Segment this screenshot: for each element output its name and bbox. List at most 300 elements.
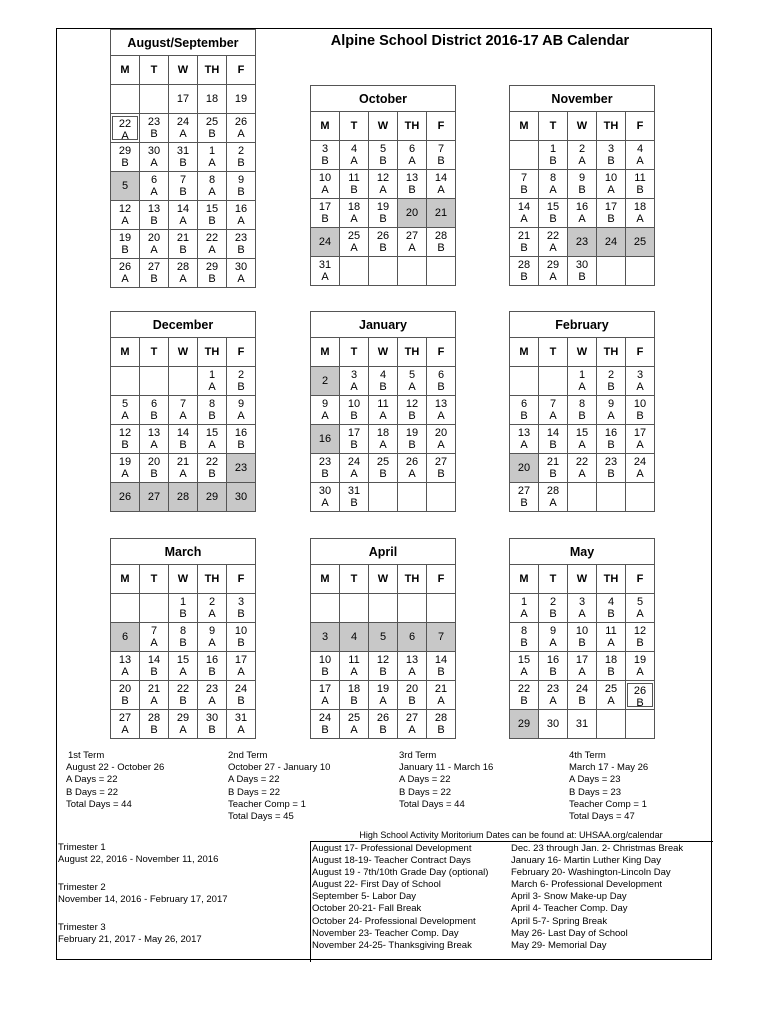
day-cell: 18 B (597, 652, 626, 681)
term-title: 2nd Term (228, 750, 268, 761)
day-cell: 16 A (568, 199, 597, 228)
week-row (311, 141, 456, 170)
key-note: High School Activity Moritorium Dates can be found at: UHSAA.org/calendar (359, 830, 663, 840)
term-line: January 11 - March 16 (399, 762, 494, 774)
month-title: November (509, 85, 655, 111)
week-row (111, 594, 256, 623)
term-line: March 17 - May 26 (569, 762, 649, 774)
month-october (310, 85, 456, 286)
day-cell: 17 A (227, 652, 256, 681)
week-row (510, 425, 655, 454)
day-cell: 12 A (111, 201, 140, 230)
week-row (111, 623, 256, 652)
day-cell: 25 A (340, 710, 369, 739)
weekday-header: T (140, 565, 169, 594)
term-line: August 22 - October 26 (66, 762, 165, 774)
week-row (311, 367, 456, 396)
week-row (311, 652, 456, 681)
trimester-dates: February 21, 2017 - May 26, 2017 (58, 934, 202, 946)
day-cell: 3 B (597, 141, 626, 170)
weekday-header: F (227, 338, 256, 367)
day-cell: 9 A (227, 396, 256, 425)
day-cell: 17 B (597, 199, 626, 228)
term-title: 3rd Term (399, 750, 437, 761)
term-block (399, 750, 493, 811)
trimester-title: Trimester 3 (58, 922, 106, 933)
day-cell: 31 (568, 710, 597, 739)
term-line: B Days = 22 (66, 786, 119, 798)
week-row (111, 483, 256, 512)
day-cell: 15 A (510, 652, 539, 681)
day-cell: 17 B (311, 199, 340, 228)
week-row (510, 652, 655, 681)
day-cell: 7 A (140, 623, 169, 652)
day-cell: 9 A (198, 623, 227, 652)
day-cell: 12 A (369, 170, 398, 199)
day-cell: 10 B (568, 623, 597, 652)
day-cell: 31 B (169, 143, 198, 172)
day-cell: 5 A (111, 396, 140, 425)
week-row (311, 396, 456, 425)
term-line: Teacher Comp = 1 (228, 798, 306, 810)
day-cell: 5 B (369, 141, 398, 170)
weekday-header: M (311, 112, 340, 141)
week-row (111, 454, 256, 483)
day-cell: 27 (140, 483, 169, 512)
day-cell: 2 A (568, 141, 597, 170)
day-cell: 6 B (510, 396, 539, 425)
day-cell: 8 B (510, 623, 539, 652)
week-row (510, 367, 655, 396)
weekday-header: TH (198, 338, 227, 367)
empty-cell (398, 594, 427, 623)
key-item: August 22- First Day of School (312, 879, 441, 891)
month-december (110, 311, 256, 512)
day-cell: 9 A (311, 396, 340, 425)
empty-cell (427, 594, 456, 623)
day-cell: 12 B (398, 396, 427, 425)
weekday-header: T (539, 565, 568, 594)
month-november (509, 85, 655, 286)
day-cell: 14 B (169, 425, 198, 454)
week-row (510, 141, 655, 170)
week-row (311, 425, 456, 454)
empty-cell (369, 483, 398, 512)
empty-cell (398, 257, 427, 286)
day-cell: 8 A (539, 170, 568, 199)
day-cell: 19 B (111, 230, 140, 259)
day-cell: 20 (510, 454, 539, 483)
day-cell: 11 A (597, 623, 626, 652)
day-cell: 1 B (169, 594, 198, 623)
day-cell: 13 B (398, 170, 427, 199)
weekday-header: F (227, 565, 256, 594)
week-row (111, 201, 256, 230)
weekday-header: W (568, 338, 597, 367)
day-cell: 8 B (568, 396, 597, 425)
day-cell: 7 B (510, 170, 539, 199)
day-cell: 11 B (340, 170, 369, 199)
empty-cell (369, 257, 398, 286)
day-cell: 28 A (539, 483, 568, 512)
week-row (311, 228, 456, 257)
day-cell: 24 A (340, 454, 369, 483)
weekday-header: TH (198, 565, 227, 594)
day-cell: 5 (369, 623, 398, 652)
day-cell: 19 A (369, 681, 398, 710)
day-cell: 7 A (169, 396, 198, 425)
day-cell: 23 A (198, 681, 227, 710)
day-cell: 27 B (427, 454, 456, 483)
weekday-header: TH (597, 565, 626, 594)
weekday-header: W (169, 338, 198, 367)
day-cell: 6 B (427, 367, 456, 396)
day-cell: 19 (227, 85, 256, 114)
week-row (111, 172, 256, 201)
term-block (228, 750, 330, 823)
day-cell: 24 (597, 228, 626, 257)
empty-cell (111, 85, 140, 114)
week-row (311, 454, 456, 483)
month-february (509, 311, 655, 512)
week-row (510, 199, 655, 228)
weekday-header: W (169, 565, 198, 594)
day-cell: 15 A (169, 652, 198, 681)
day-cell: 2 B (597, 367, 626, 396)
day-cell: 28 B (510, 257, 539, 286)
day-cell: 22 B (510, 681, 539, 710)
day-cell: 1 A (568, 367, 597, 396)
day-cell: 30 (227, 483, 256, 512)
weekday-header: W (169, 56, 198, 85)
term-title: 1st Term (68, 750, 105, 761)
day-cell: 29 B (111, 143, 140, 172)
weekday-header: F (626, 112, 655, 141)
day-cell: 15 A (568, 425, 597, 454)
day-cell: 24 B (227, 681, 256, 710)
month-grid (110, 564, 256, 739)
day-cell: 21 A (140, 681, 169, 710)
month-may (509, 538, 655, 739)
day-cell: 16 B (198, 652, 227, 681)
day-cell: 18 B (340, 681, 369, 710)
day-cell: 9 B (227, 172, 256, 201)
empty-cell (510, 367, 539, 396)
term-title: 4th Term (569, 750, 606, 761)
day-cell: 22 B (198, 454, 227, 483)
empty-cell (626, 257, 655, 286)
weekday-header: TH (597, 338, 626, 367)
trimester-block (58, 922, 202, 946)
key-item: October 24- Professional Development (312, 915, 476, 927)
day-cell: 8 A (198, 172, 227, 201)
day-cell: 26 A (111, 259, 140, 288)
day-cell: 18 A (340, 199, 369, 228)
day-cell: 21 (427, 199, 456, 228)
trimester-title: Trimester 2 (58, 882, 106, 893)
day-cell: 23 B (311, 454, 340, 483)
term-line: A Days = 22 (228, 774, 280, 786)
day-cell: 30 A (227, 259, 256, 288)
week-row (111, 396, 256, 425)
term-line: B Days = 22 (228, 786, 281, 798)
day-cell: 14 B (539, 425, 568, 454)
day-cell: 4 B (597, 594, 626, 623)
day-cell: 19 A (626, 652, 655, 681)
day-cell: 6 (398, 623, 427, 652)
empty-cell (568, 483, 597, 512)
day-cell: 23 (227, 454, 256, 483)
day-cell: 3 A (340, 367, 369, 396)
day-cell: 27 B (140, 259, 169, 288)
weekday-header: M (111, 338, 140, 367)
week-row (510, 710, 655, 739)
month-grid (509, 337, 655, 512)
day-cell: 26 (111, 483, 140, 512)
month-title: February (509, 311, 655, 337)
day-cell: 17 A (568, 652, 597, 681)
empty-cell (597, 257, 626, 286)
empty-cell (626, 710, 655, 739)
week-row (111, 681, 256, 710)
term-line: B Days = 23 (569, 786, 622, 798)
day-cell: 20 B (111, 681, 140, 710)
month-title: December (110, 311, 256, 337)
day-cell: 14 B (427, 652, 456, 681)
term-line: Total Days = 47 (569, 811, 635, 823)
day-cell: 1 A (510, 594, 539, 623)
week-row (111, 652, 256, 681)
week-row (311, 483, 456, 512)
day-cell: 20 B (140, 454, 169, 483)
day-cell: 20 A (427, 425, 456, 454)
week-row (510, 396, 655, 425)
day-cell: 22 A (539, 228, 568, 257)
day-cell: 4 A (626, 141, 655, 170)
day-cell: 2 B (227, 367, 256, 396)
empty-cell (398, 483, 427, 512)
key-item: September 5- Labor Day (312, 891, 417, 903)
day-cell: 17 A (311, 681, 340, 710)
day-cell: 22 A (568, 454, 597, 483)
empty-cell (140, 85, 169, 114)
day-cell: 5 A (626, 594, 655, 623)
month-title: October (310, 85, 456, 111)
weekday-header: T (539, 338, 568, 367)
day-cell: 6 A (398, 141, 427, 170)
day-cell: 30 B (198, 710, 227, 739)
day-cell: 31 B (340, 483, 369, 512)
key-item: March 6- Professional Development (511, 879, 663, 891)
day-cell: 7 B (169, 172, 198, 201)
month-grid (110, 337, 256, 512)
month-title: March (110, 538, 256, 564)
empty-cell (140, 367, 169, 396)
month-january (310, 311, 456, 512)
month-grid (310, 564, 456, 739)
month-march (110, 538, 256, 739)
day-cell: 25 (626, 228, 655, 257)
day-cell: 29 A (169, 710, 198, 739)
trimester-block (58, 842, 218, 866)
day-cell: 10 B (227, 623, 256, 652)
week-row (510, 170, 655, 199)
month-august-september (110, 29, 256, 288)
term-line: B Days = 22 (399, 786, 452, 798)
key-item: April 5-7- Spring Break (511, 915, 608, 927)
day-cell: 13 A (140, 425, 169, 454)
day-cell: 28 B (427, 228, 456, 257)
key-right-column (511, 843, 683, 952)
day-cell: 21 A (169, 454, 198, 483)
day-cell: 18 A (626, 199, 655, 228)
week-row (111, 85, 256, 114)
term-block (569, 750, 648, 823)
day-cell: 10 A (597, 170, 626, 199)
day-cell: 19 A (111, 454, 140, 483)
day-cell: 23 B (140, 114, 169, 143)
key-item: November 24-25- Thanksgiving Break (312, 939, 472, 951)
weekday-header: M (311, 338, 340, 367)
week-row (311, 257, 456, 286)
day-cell: 27 A (398, 228, 427, 257)
empty-cell (111, 367, 140, 396)
day-cell: 11 A (340, 652, 369, 681)
weekday-header: M (510, 338, 539, 367)
day-cell: 10 B (311, 652, 340, 681)
day-cell: 26 B (369, 228, 398, 257)
day-cell: 2 A (198, 594, 227, 623)
day-cell: 5 A (398, 367, 427, 396)
day-cell: 24 A (626, 454, 655, 483)
weekday-header: T (539, 112, 568, 141)
day-cell: 6 (111, 623, 140, 652)
day-cell: 10 B (340, 396, 369, 425)
empty-cell (169, 367, 198, 396)
empty-cell (539, 367, 568, 396)
day-cell: 13 A (111, 652, 140, 681)
day-cell: 23 A (539, 681, 568, 710)
day-cell: 19 B (369, 199, 398, 228)
day-cell: 11 B (626, 170, 655, 199)
week-row (111, 230, 256, 259)
day-cell: 4 A (340, 141, 369, 170)
day-cell: 13 B (140, 201, 169, 230)
week-row (510, 483, 655, 512)
key-item: April 3- Snow Make-up Day (511, 891, 627, 903)
week-row (311, 623, 456, 652)
day-cell: 8 B (198, 396, 227, 425)
day-cell: 14 A (169, 201, 198, 230)
day-cell: 9 B (568, 170, 597, 199)
weekday-header: W (369, 112, 398, 141)
day-cell: 18 (198, 85, 227, 114)
trimester-block (58, 882, 228, 906)
empty-cell (340, 257, 369, 286)
day-cell: 12 B (626, 623, 655, 652)
day-cell: 1 A (198, 143, 227, 172)
weekday-header: F (626, 565, 655, 594)
day-cell: 16 A (227, 201, 256, 230)
weekday-header: T (140, 338, 169, 367)
week-row (111, 143, 256, 172)
weekday-header: TH (398, 112, 427, 141)
weekday-header: M (510, 565, 539, 594)
day-cell: 30 B (568, 257, 597, 286)
term-line: Total Days = 44 (399, 798, 465, 810)
day-cell: 6 B (140, 396, 169, 425)
day-cell: 25 B (369, 454, 398, 483)
day-cell: 24 B (568, 681, 597, 710)
empty-cell (597, 710, 626, 739)
term-line: Total Days = 45 (228, 811, 294, 823)
week-row (311, 594, 456, 623)
day-cell: 30 A (311, 483, 340, 512)
key-item: August 19 - 7th/10th Grade Day (optional) (312, 867, 489, 879)
day-cell: 17 B (340, 425, 369, 454)
day-cell: 26 B (626, 681, 655, 710)
day-cell: 29 B (198, 259, 227, 288)
key-item: February 20- Washington-Lincoln Day (511, 867, 671, 879)
day-cell: 26 A (227, 114, 256, 143)
key-item: May 29- Memorial Day (511, 939, 607, 951)
day-cell: 16 B (539, 652, 568, 681)
day-cell: 22 A (111, 114, 140, 143)
day-cell: 18 A (369, 425, 398, 454)
key-item: November 23- Teacher Comp. Day (312, 927, 459, 939)
day-cell: 31 A (311, 257, 340, 286)
trimester-dates: August 22, 2016 - November 11, 2016 (58, 854, 219, 866)
empty-cell (597, 483, 626, 512)
day-cell: 20 (398, 199, 427, 228)
day-cell: 21 B (169, 230, 198, 259)
day-cell: 12 B (111, 425, 140, 454)
term-line: A Days = 22 (399, 774, 451, 786)
day-cell: 28 (169, 483, 198, 512)
day-cell: 24 (311, 228, 340, 257)
empty-cell (427, 483, 456, 512)
weekday-header: M (111, 56, 140, 85)
weekday-header: T (140, 56, 169, 85)
day-cell: 10 A (311, 170, 340, 199)
day-cell: 30 (539, 710, 568, 739)
day-cell: 13 A (427, 396, 456, 425)
weekday-header: M (111, 565, 140, 594)
day-cell: 25 A (597, 681, 626, 710)
week-row (111, 367, 256, 396)
day-cell: 15 B (198, 201, 227, 230)
day-cell: 31 A (227, 710, 256, 739)
day-cell: 20 A (140, 230, 169, 259)
day-cell: 15 A (198, 425, 227, 454)
week-row (510, 228, 655, 257)
day-cell: 29 (198, 483, 227, 512)
month-title: January (310, 311, 456, 337)
day-cell: 27 A (111, 710, 140, 739)
key-item: August 17- Professional Development (312, 843, 472, 854)
day-cell: 1 A (198, 367, 227, 396)
weekday-header: TH (198, 56, 227, 85)
term-block (66, 750, 164, 811)
empty-cell (111, 594, 140, 623)
day-cell: 23 B (597, 454, 626, 483)
empty-cell (369, 594, 398, 623)
weekday-header: F (626, 338, 655, 367)
week-row (311, 710, 456, 739)
day-cell: 3 B (311, 141, 340, 170)
day-cell: 21 A (427, 681, 456, 710)
day-cell: 12 B (369, 652, 398, 681)
